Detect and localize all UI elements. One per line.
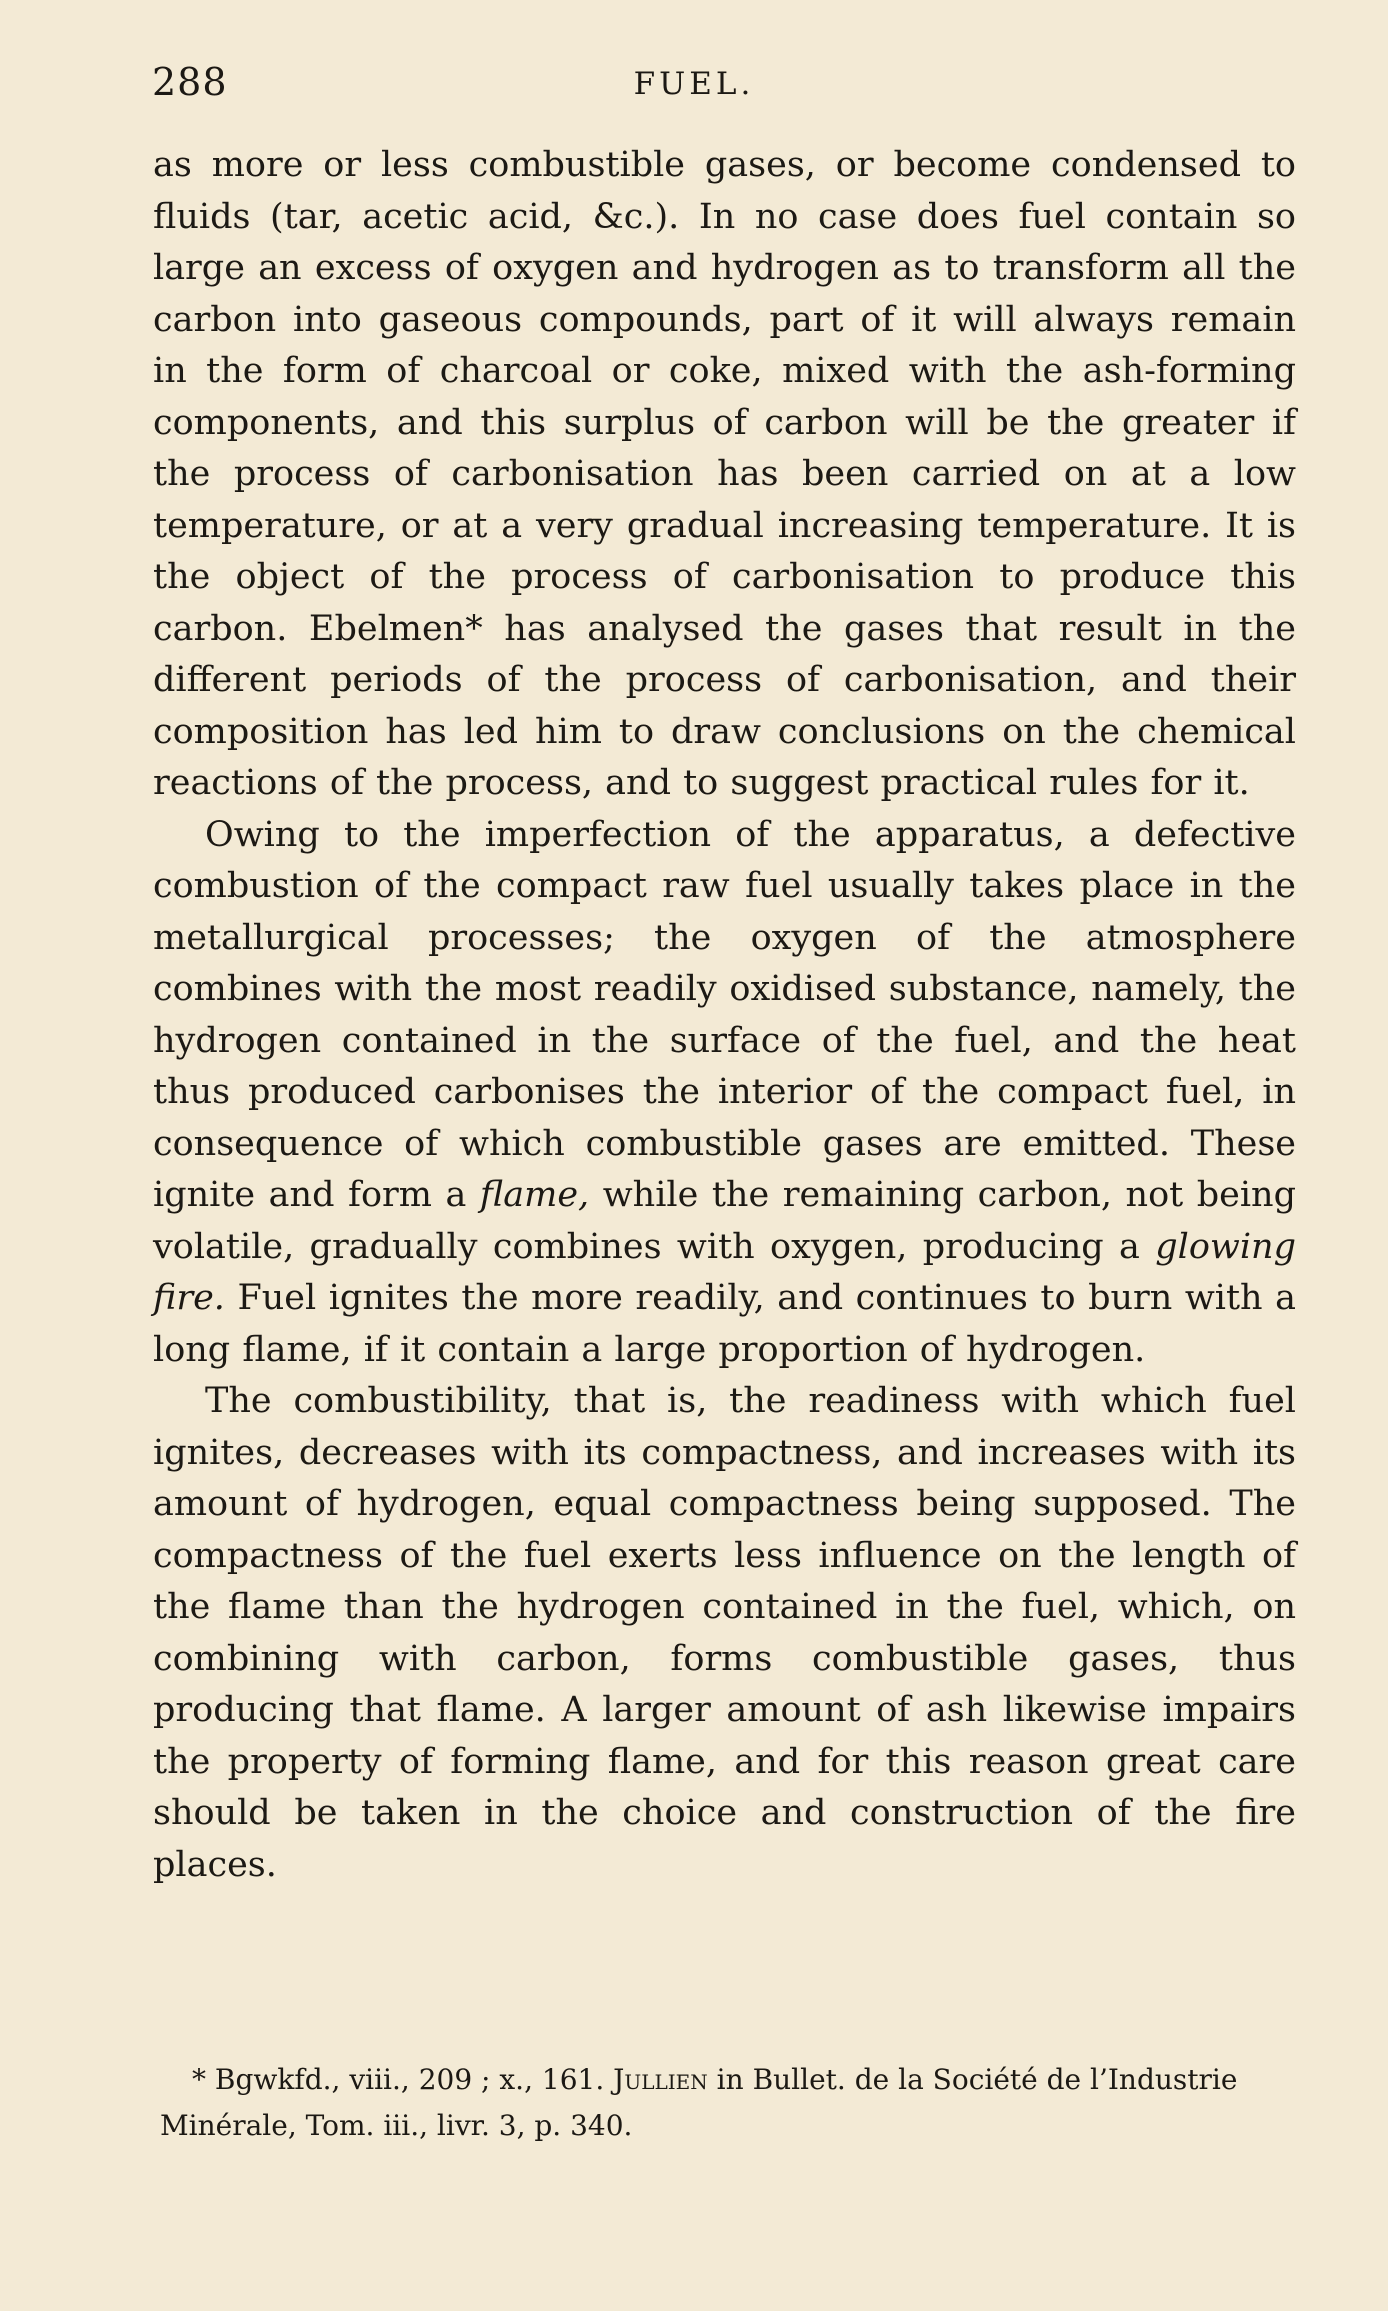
footnote <box>160 2057 1300 2149</box>
page-number: 288 <box>152 60 228 104</box>
body-text <box>153 140 1296 1891</box>
footnote-citation: * Bgwkfd., viii., 209 ; x., 161. <box>192 2063 614 2096</box>
paragraph-1: as more or less combustible gases, or become condensed to fluids (tar, acetic acid, &c.). In no case does fuel contain so large an excess of oxygen and hydrogen as to transform all the carbon into gaseous compounds, part of it will always remain in the form of charcoal or coke, mixed with the ash-forming components, and this surplus of carbon will be the greater if the process of carbonisation has been carried on at a low temperature, or at a very gradual increasing temperature. It is the object of the process of carbonisation to produce this carbon. Ebelmen* has analysed the gases that result in the different periods of the process of carbonisation, and their composition has led him to draw conclusions on the chemical reactions of the process, and to suggest practical rules for it. <box>153 145 1296 803</box>
paragraph-3: The combustibility, that is, the readiness with which fuel ignites, decreases with its compactness, and increases with its amount of hydrogen, equal compactness being supposed. The compactness of the fuel exerts less influence on the length of the flame than the hydrogen contained in the fuel, which, on combining with carbon, forms combustible gases, thus producing that flame. A larger amount of ash likewise impairs the property of forming flame, and for this reason great care should be taken in the choice and construction of the fire places. <box>153 1381 1296 1885</box>
paragraph-2-text-a: Owing to the imperfection of the apparatus, a defective combustion of the compact raw fuel usually takes place in the metallurgical processes; the oxygen of the atmosphere combines with the most readily oxidised substance, namely, the hydrogen contained in the surface of the fuel, and the heat thus produced carbonises the interior of the compact fuel, in consequence of which combustible gases are emitted. These ignite and form a <box>153 814 1296 1215</box>
paragraph-2-text-b: while the remaining carbon, not being volatile, gradually combines with oxygen, producing a <box>153 1175 1297 1267</box>
italic-glowing-fire: glowing fire. <box>153 1226 1296 1318</box>
footnote-line-2: Minérale, Tom. iii., livr. 3, p. 340. <box>160 2109 633 2142</box>
running-title: FUEL. <box>633 66 755 102</box>
footnote-line-1 <box>160 2057 1300 2103</box>
footnote-author: Jullien <box>613 2063 708 2096</box>
paragraph-2-text-c: Fuel ignites the more readily, and continues to burn with a long flame, if it contain a large proportion of hydrogen. <box>153 1278 1296 1370</box>
italic-flame: flame, <box>479 1175 590 1215</box>
paragraph-2 <box>153 810 1296 1377</box>
footnote-journal: in Bullet. de la Société de l’Industrie <box>707 2063 1238 2096</box>
